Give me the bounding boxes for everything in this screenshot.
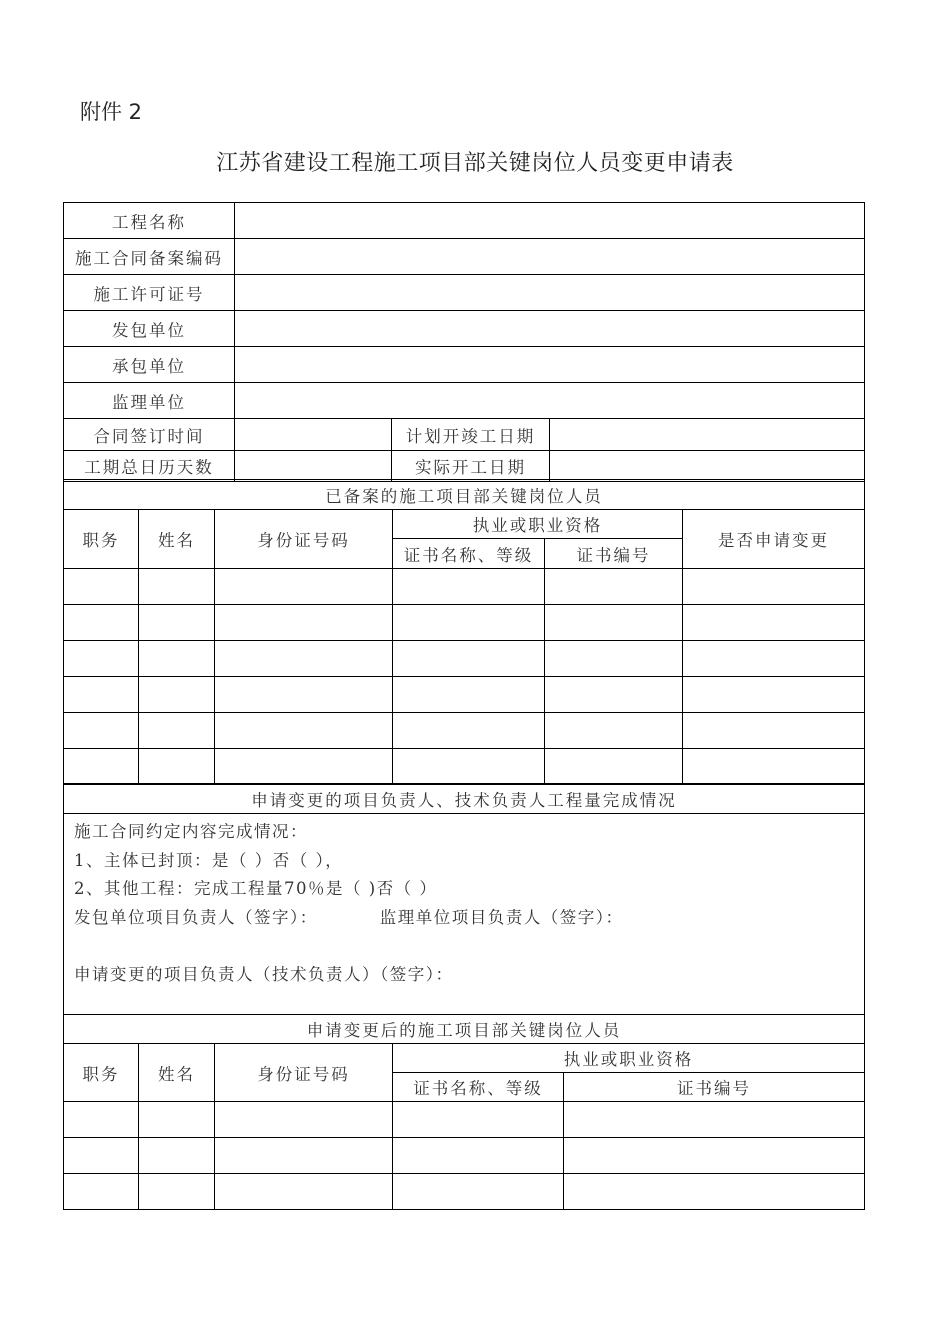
cell[interactable] — [215, 749, 393, 785]
cell[interactable] — [215, 1174, 393, 1210]
cell[interactable] — [139, 1138, 215, 1174]
cell[interactable] — [393, 1138, 564, 1174]
after-header-cert-name-level: 证书名称、等级 — [393, 1073, 564, 1102]
project-name-label: 工程名称 — [64, 203, 235, 239]
header-cert-name-level: 证书名称、等级 — [393, 539, 545, 569]
actual-start-label: 实际开工日期 — [392, 451, 550, 482]
cell[interactable] — [545, 677, 683, 713]
workload-table — [63, 783, 865, 1015]
header-id-number: 身份证号码 — [215, 510, 393, 569]
cell[interactable] — [139, 713, 215, 749]
after-header-id-number: 身份证号码 — [215, 1044, 393, 1102]
actual-start-field[interactable] — [550, 451, 865, 482]
cell[interactable] — [64, 713, 139, 749]
cell[interactable] — [683, 677, 865, 713]
cell[interactable] — [64, 641, 139, 677]
project-info-table — [63, 202, 865, 482]
supervisor-sign-label: 监理单位项目负责人（签字）： — [379, 907, 624, 927]
cell[interactable] — [64, 1174, 139, 1210]
supervisor-field[interactable] — [235, 383, 865, 419]
after-section-title: 申请变更后的施工项目部关键岗位人员 — [64, 1015, 865, 1044]
header-qualification: 执业或职业资格 — [393, 510, 683, 539]
table-row — [64, 641, 865, 677]
cell[interactable] — [64, 569, 139, 605]
cell[interactable] — [215, 713, 393, 749]
spacer — [74, 932, 854, 961]
cell[interactable] — [564, 1102, 865, 1138]
workload-line-2: 1、主体已封顶：是（ ）否（ ）， — [74, 850, 344, 870]
contractor-label: 承包单位 — [64, 347, 235, 383]
cell[interactable] — [564, 1174, 865, 1210]
employer-sign-label: 发包单位项目负责人（签字）： — [74, 907, 318, 927]
supervisor-label: 监理单位 — [64, 383, 235, 419]
cell[interactable] — [393, 713, 545, 749]
table-row — [64, 1138, 865, 1174]
cell[interactable] — [393, 605, 545, 641]
cell[interactable] — [683, 641, 865, 677]
cell[interactable] — [139, 1102, 215, 1138]
workload-line-1: 施工合同约定内容完成情况： — [74, 822, 308, 841]
cell[interactable] — [215, 605, 393, 641]
contractor-field[interactable] — [235, 347, 865, 383]
cell[interactable] — [683, 713, 865, 749]
cell[interactable] — [545, 569, 683, 605]
recorded-section-title: 已备案的施工项目部关键岗位人员 — [64, 480, 865, 510]
cell[interactable] — [139, 749, 215, 785]
table-row — [64, 713, 865, 749]
planned-start-end-label: 计划开竣工日期 — [392, 419, 550, 451]
permit-no-field[interactable] — [235, 275, 865, 311]
planned-start-end-field[interactable] — [550, 419, 865, 451]
after-change-personnel-table — [63, 1014, 865, 1210]
contract-record-no-field[interactable] — [235, 239, 865, 275]
header-position: 职务 — [64, 510, 139, 569]
cell[interactable] — [64, 677, 139, 713]
employer-field[interactable] — [235, 311, 865, 347]
applicant-sign-label: 申请变更的项目负责人（技术负责人）（签字）： — [74, 964, 454, 984]
cell[interactable] — [139, 641, 215, 677]
contract-sign-time-field[interactable] — [235, 419, 392, 451]
cell[interactable] — [564, 1138, 865, 1174]
contract-record-no-label: 施工合同备案编码 — [64, 239, 235, 275]
after-header-cert-number: 证书编号 — [564, 1073, 865, 1102]
cell[interactable] — [683, 605, 865, 641]
cell[interactable] — [64, 1102, 139, 1138]
table-row — [64, 569, 865, 605]
attachment-label: 附件 2 — [80, 100, 143, 124]
cell[interactable] — [215, 677, 393, 713]
cell[interactable] — [393, 1174, 564, 1210]
cell[interactable] — [683, 569, 865, 605]
cell[interactable] — [215, 1138, 393, 1174]
total-duration-label: 工期总日历天数 — [64, 451, 235, 482]
table-row — [64, 1174, 865, 1210]
header-cert-number: 证书编号 — [545, 539, 683, 569]
cell[interactable] — [139, 1174, 215, 1210]
total-duration-field[interactable] — [235, 451, 392, 482]
header-apply-change: 是否申请变更 — [683, 510, 865, 569]
cell[interactable] — [215, 641, 393, 677]
cell[interactable] — [545, 713, 683, 749]
employer-label: 发包单位 — [64, 311, 235, 347]
after-header-name: 姓名 — [139, 1044, 215, 1102]
cell[interactable] — [139, 605, 215, 641]
after-header-qualification: 执业或职业资格 — [393, 1044, 865, 1073]
table-row — [64, 1102, 865, 1138]
cell[interactable] — [393, 1102, 564, 1138]
table-row — [64, 677, 865, 713]
cell[interactable] — [393, 569, 545, 605]
cell[interactable] — [545, 749, 683, 785]
cell[interactable] — [139, 677, 215, 713]
permit-no-label: 施工许可证号 — [64, 275, 235, 311]
recorded-personnel-table — [63, 479, 865, 785]
form-title: 江苏省建设工程施工项目部关键岗位人员变更申请表 — [216, 151, 734, 176]
cell[interactable] — [215, 569, 393, 605]
table-row — [64, 605, 865, 641]
after-header-position: 职务 — [64, 1044, 139, 1102]
workload-details[interactable] — [64, 814, 865, 1015]
project-name-field[interactable] — [235, 203, 865, 239]
cell[interactable] — [545, 605, 683, 641]
cell[interactable] — [683, 749, 865, 785]
cell[interactable] — [64, 749, 139, 785]
cell[interactable] — [393, 677, 545, 713]
contract-sign-time-label: 合同签订时间 — [64, 419, 235, 451]
cell[interactable] — [64, 605, 139, 641]
cell[interactable] — [139, 569, 215, 605]
workload-line-3: 2、其他工程：完成工程量70％是（ )否（ ） — [74, 879, 438, 898]
header-name: 姓名 — [139, 510, 215, 569]
cell[interactable] — [393, 641, 545, 677]
cell[interactable] — [64, 1138, 139, 1174]
table-row — [64, 749, 865, 785]
sign-row — [74, 904, 854, 933]
cell[interactable] — [545, 641, 683, 677]
workload-section-title: 申请变更的项目负责人、技术负责人工程量完成情况 — [64, 784, 865, 814]
cell[interactable] — [215, 1102, 393, 1138]
cell[interactable] — [393, 749, 545, 785]
